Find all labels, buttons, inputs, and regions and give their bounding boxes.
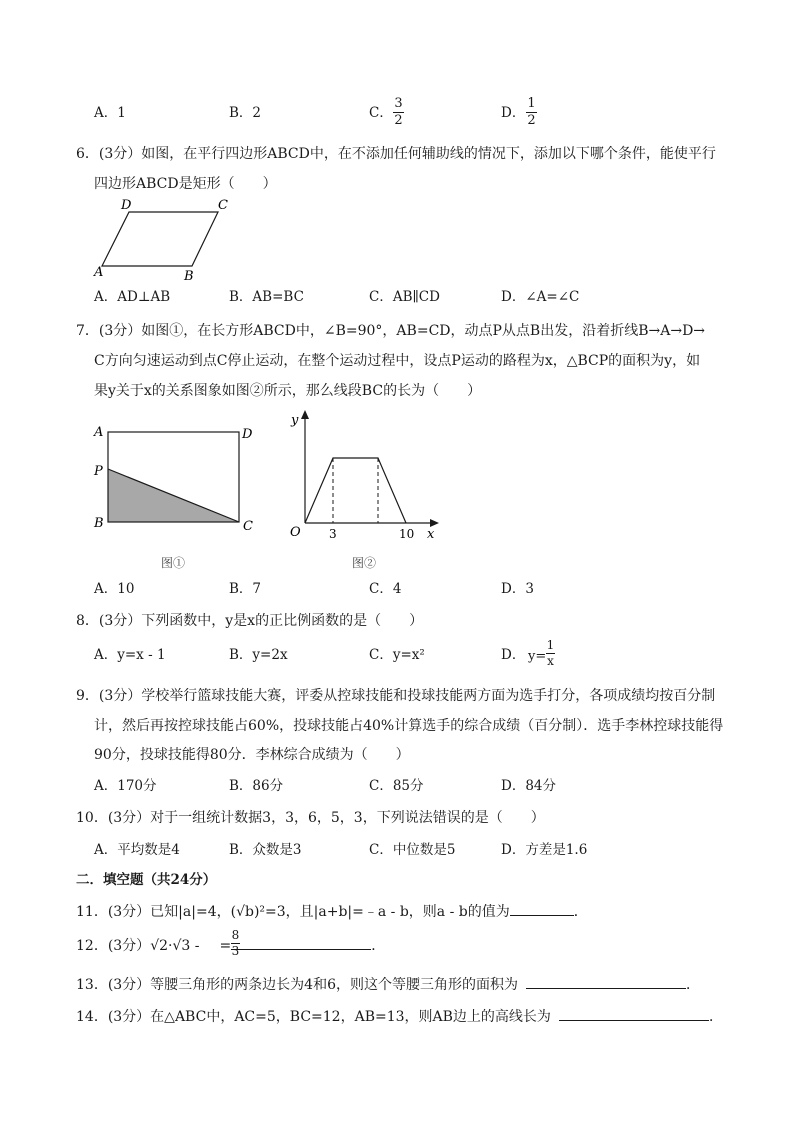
q9-stem-line3: 90分，投球技能得80分．李林综合成绩为（ ） <box>94 747 410 763</box>
q8-stem: 8．(3分）下列函数中，y是x的正比例函数的是（ ） <box>76 613 424 629</box>
fraction-numerator: 1 <box>546 638 555 652</box>
q11-period: ． <box>573 904 588 920</box>
q7-option-d: D．3 <box>501 581 534 597</box>
q7-stem-line1: 7．(3分）如图①，在长方形ABCD中，∠B=90°，AB=CD，动点P从点B出发，沿着折线B→A→D→ <box>76 323 706 339</box>
fraction-numerator: 1 <box>527 96 536 111</box>
q10-stem: 10．(3分）对于一组统计数据3，3，6，5，3，下列说法错误的是（ ） <box>76 810 545 826</box>
q14-stem <box>76 1008 723 1026</box>
q9-stem-line2: 计，然后再按控球技能占60%，投球技能占40%计算选手的综合成绩（百分制）．选手李林控球技能得 <box>94 718 724 734</box>
fig1-label-c: C <box>243 519 253 534</box>
rectangle-figure-1 <box>90 418 265 543</box>
fig1-caption: 图① <box>161 556 186 570</box>
q10-option-a: A．平均数是4 <box>94 842 180 858</box>
fig1-label-d: D <box>242 427 253 442</box>
section-title-fill-in: 二．填空题（共24分） <box>76 872 217 888</box>
fraction-denominator: 2 <box>394 113 403 128</box>
vertex-label-d: D <box>121 198 132 213</box>
q5-option-d-letter: D． <box>501 105 526 121</box>
q5-option-d-fraction <box>526 97 537 128</box>
q12-answer-blank[interactable] <box>231 949 371 950</box>
vertex-label-c: C <box>218 198 228 213</box>
q12-prefix: 12．(3分） <box>76 938 151 954</box>
q12-period: ． <box>371 938 386 954</box>
q9-stem-line1: 9．(3分）学校举行篮球技能大赛，评委从控球技能和投球技能两方面为选手打分，各项成绩均按百分制 <box>76 688 716 704</box>
q5-option-c-letter: C． <box>369 105 393 121</box>
origin-label: O <box>290 525 301 540</box>
q8-option-d-prefix: y= <box>528 649 547 664</box>
q9-option-a: A．170分 <box>94 778 157 794</box>
fig2-caption: 图② <box>352 556 377 570</box>
q13-text: 13．(3分）等腰三角形的两条边长为4和6，则这个等腰三角形的面积为 <box>76 977 518 993</box>
q14-period: ． <box>708 1009 723 1025</box>
q7-option-a: A．10 <box>94 581 135 597</box>
function-graph-figure-2 <box>285 406 445 546</box>
fraction-numerator: 8 <box>231 928 240 942</box>
q8-option-d-letter: D． <box>501 647 526 663</box>
q5-option-a: A．1 <box>94 105 126 121</box>
q11-text: 11．(3分）已知|a|=4，(√b)²=3，且|a+b|=﹣a - b，则a - b的值为 <box>76 904 510 920</box>
q6-option-c: C．AB∥CD <box>369 289 440 305</box>
q7-stem-line2: C方向匀速运动到点C停止运动，在整个运动过程中，设点P运动的路程为x，△BCP的面积为y，如 <box>94 353 701 369</box>
q6-stem-line1: 6．(3分）如图，在平行四边形ABCD中，在不添加任何辅助线的情况下，添加以下哪个条件，能使平行 <box>76 146 716 162</box>
q9-option-d: D．84分 <box>501 778 557 794</box>
q6-option-d: D．∠A=∠C <box>501 289 580 305</box>
fraction-denominator: x <box>547 654 554 668</box>
fraction-denominator: 3 <box>231 944 240 958</box>
q9-option-b: B．86分 <box>229 778 284 794</box>
q13-answer-blank[interactable] <box>526 988 686 989</box>
q8-option-d-fraction <box>546 639 555 668</box>
q14-answer-blank[interactable] <box>559 1020 709 1021</box>
q12-radical-fraction <box>231 929 240 958</box>
q10-option-d: D．方差是1.6 <box>501 842 588 858</box>
fraction-denominator: 2 <box>527 113 536 128</box>
parallelogram-figure <box>92 196 242 284</box>
q10-option-b: B．众数是3 <box>229 842 302 858</box>
vertex-label-a: A <box>94 265 104 280</box>
q8-option-a: A．y=x - 1 <box>94 647 166 663</box>
q6-option-b: B．AB=BC <box>229 289 304 305</box>
tick-label-3: 3 <box>329 527 337 541</box>
tick-label-10: 10 <box>399 527 415 541</box>
fraction-numerator: 3 <box>394 96 403 111</box>
q13-period: ． <box>686 977 700 993</box>
q7-stem-line3: 果y关于x的关系图象如图②所示，那么线段BC的长为（ ） <box>94 383 482 399</box>
q7-option-b: B．7 <box>229 581 262 597</box>
q13-stem <box>76 976 700 994</box>
vertex-label-b: B <box>184 269 194 284</box>
fig1-label-p: P <box>94 464 103 479</box>
q8-option-c: C．y=x² <box>369 647 425 663</box>
q5-option-c-fraction <box>393 97 404 128</box>
q5-option-b: B．2 <box>229 105 262 121</box>
q12-equals: = <box>219 938 232 954</box>
q6-option-a: A．AD⊥AB <box>94 289 171 305</box>
q10-option-c: C．中位数是5 <box>369 842 456 858</box>
q12-expression: √2·√3 - <box>150 938 200 954</box>
axis-label-x: x <box>427 527 435 542</box>
q8-option-b: B．y=2x <box>229 647 288 663</box>
fig1-label-b: B <box>94 516 104 531</box>
q7-option-c: C．4 <box>369 581 402 597</box>
axis-label-y: y <box>291 413 299 428</box>
q11-stem <box>76 903 588 921</box>
q9-option-c: C．85分 <box>369 778 424 794</box>
q11-answer-blank[interactable] <box>510 915 574 916</box>
q14-text: 14．(3分）在△ABC中，AC=5，BC=12，AB=13，则AB边上的高线长为 <box>76 1009 551 1025</box>
fig1-label-a: A <box>94 425 104 440</box>
q6-stem-line2: 四边形ABCD是矩形（ ） <box>94 176 277 192</box>
